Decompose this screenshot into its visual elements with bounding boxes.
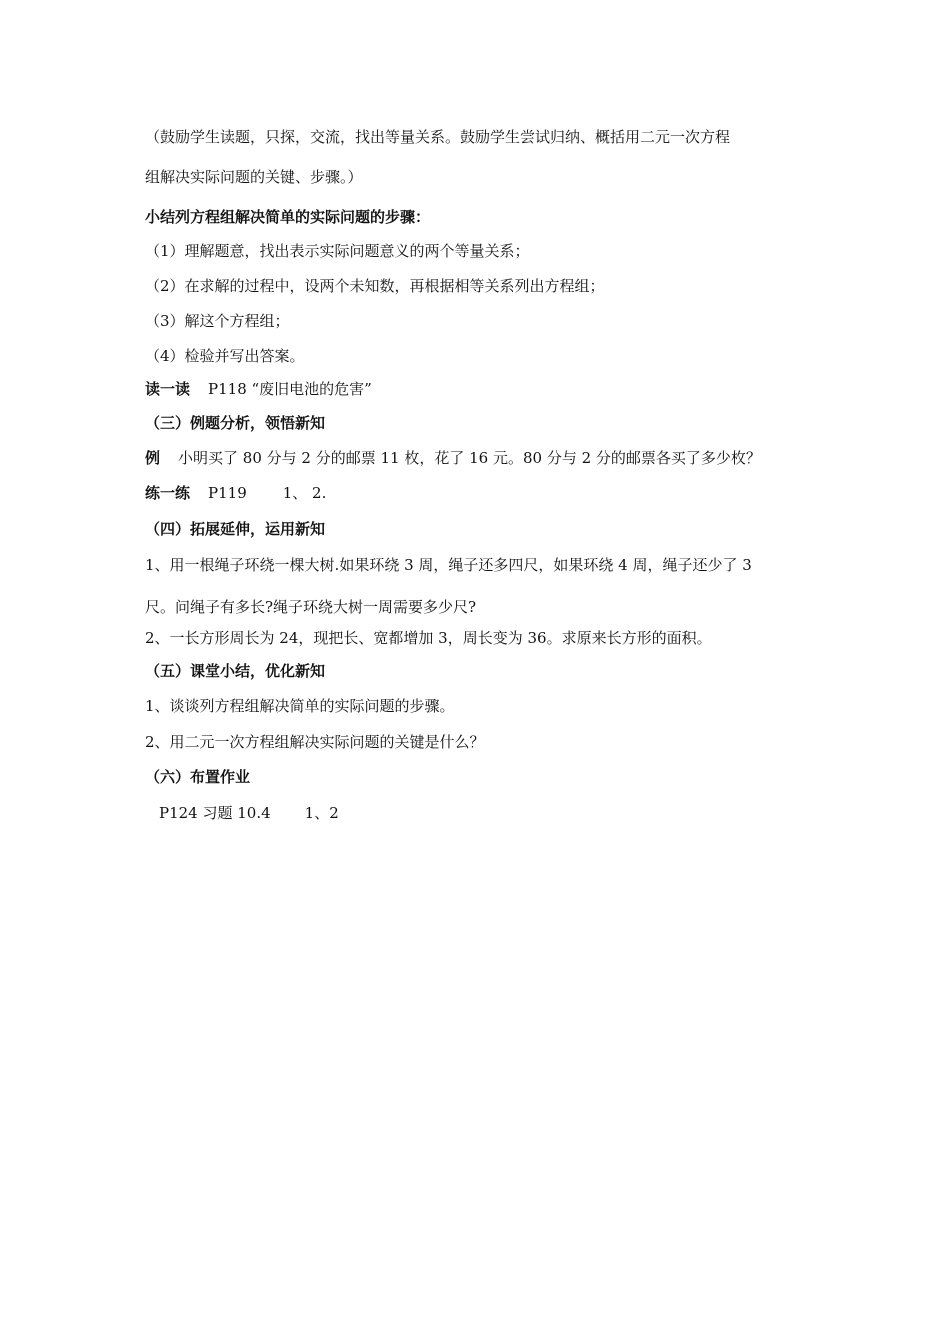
intro-line-1: （鼓励学生读题，只探，交流，找出等量关系。鼓励学生尝试归纳、概括用二元一次方程: [145, 128, 731, 146]
summary-step-3: （3）解这个方程组；: [145, 312, 290, 330]
reading-text: P118 “废旧电池的危害”: [208, 380, 372, 398]
example-label: 例: [145, 449, 161, 467]
question-1-line-1: 1、用一根绳子环绕一棵大树.如果环绕 3 周，绳子还多四尺，如果环绕 4 周，绳子还少了 3: [145, 556, 752, 574]
homework-items: 1、2: [304, 804, 339, 822]
section3-heading: （三）例题分析，领悟新知: [145, 414, 326, 432]
practice-line: [145, 483, 326, 503]
summary-step-1: （1）理解题意，找出表示实际问题意义的两个等量关系；: [145, 242, 530, 260]
practice-label: 练一练: [145, 484, 191, 502]
summary-heading: 小结列方程组解决简单的实际问题的步骤：: [145, 208, 431, 226]
reading-label: 读一读: [145, 380, 191, 398]
summary-question-1: 1、谈谈列方程组解决简单的实际问题的步骤。: [145, 697, 455, 715]
summary-step-4: （4）检验并写出答案。: [145, 347, 305, 365]
practice-items: 1、 2.: [282, 484, 327, 502]
question-1-line-2: 尺。问绳子有多长?绳子环绕大树一周需要多少尺?: [145, 598, 477, 616]
section4-heading: （四）拓展延伸，运用新知: [145, 520, 326, 538]
reading-line: [145, 379, 372, 399]
example-line: [145, 448, 761, 468]
summary-question-2: 2、用二元一次方程组解决实际问题的关键是什么？: [145, 733, 485, 751]
practice-page: P119: [208, 484, 247, 502]
section5-heading: （五）课堂小结，优化新知: [145, 662, 326, 680]
homework-line: [159, 803, 339, 823]
summary-step-2: （2）在求解的过程中，设两个未知数，再根据相等关系列出方程组；: [145, 277, 605, 295]
homework-ref: P124 习题 10.4: [159, 804, 271, 822]
question-2: 2、一长方形周长为 24，现把长、宽都增加 3，周长变为 36。求原来长方形的面积。: [145, 629, 712, 647]
section6-heading: （六）布置作业: [145, 768, 251, 786]
example-text: 小明买了 80 分与 2 分的邮票 11 枚，花了 16 元。80 分与 2 分的邮票各买了多少枚？: [178, 449, 761, 467]
intro-line-2: 组解决实际问题的关键、步骤。）: [145, 168, 363, 186]
